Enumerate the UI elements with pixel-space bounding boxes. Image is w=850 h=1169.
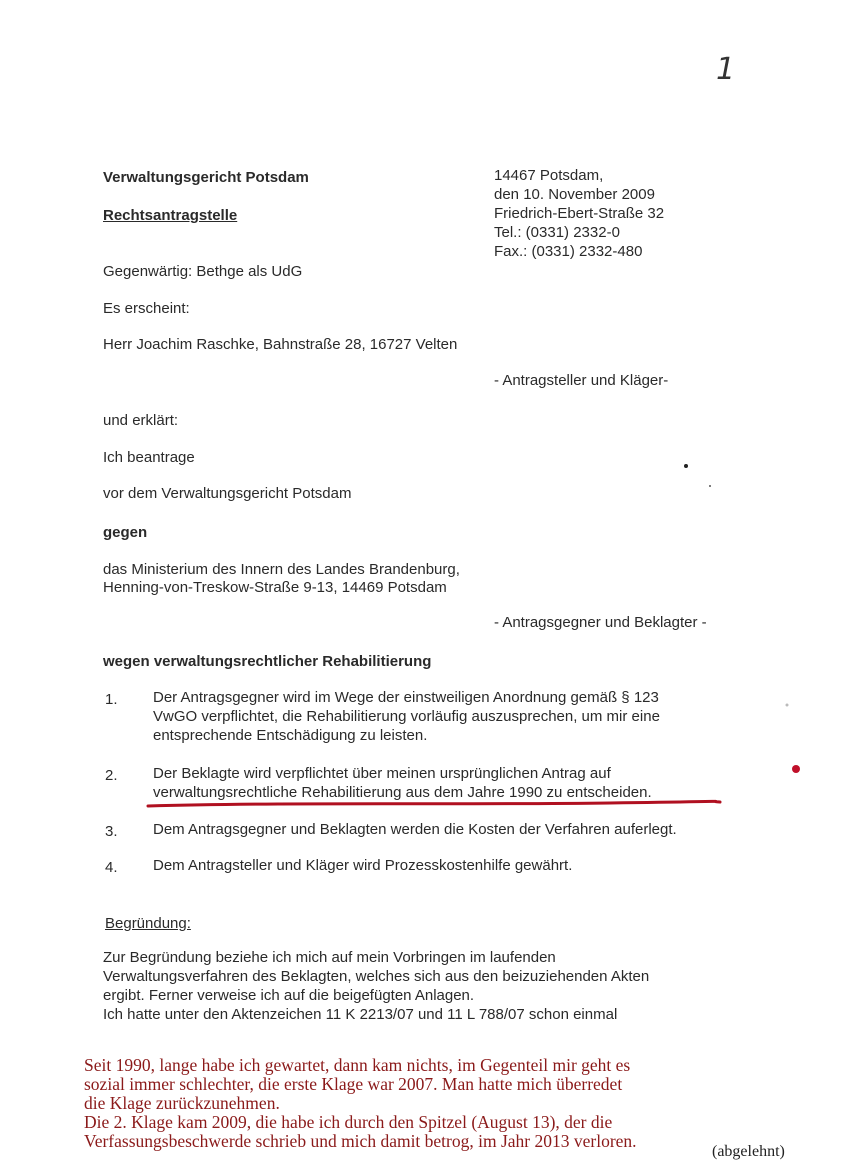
item-number: 2. — [105, 767, 118, 784]
address-city: 14467 Potsdam, — [494, 167, 604, 184]
address-phone: Tel.: (0331) 2332-0 — [494, 224, 620, 241]
item-line: Der Antragsgegner wird im Wege der einstweiligen Anordnung gemäß § 123 — [153, 689, 659, 706]
declares-line: und erklärt: — [103, 412, 179, 429]
item-line: VwGO verpflichtet, die Rehabilitierung vorläufig auszusprechen, um mir eine — [153, 708, 660, 725]
annotation-line: Die 2. Klage kam 2009, die habe ich durch den Spitzel (August 13), der die — [84, 1112, 613, 1132]
list-item — [153, 820, 677, 839]
subject-line: wegen verwaltungsrechtlicher Rehabilitierung — [103, 653, 432, 670]
court-office: Rechtsantragstelle — [103, 207, 238, 224]
reasoning-heading: Begründung: — [105, 915, 191, 932]
present-line: Gegenwärtig: Bethge als UdG — [103, 263, 303, 280]
red-underline-mark — [140, 796, 730, 814]
applicant-role: - Antragsteller und Kläger- — [494, 372, 669, 389]
list-item — [153, 856, 572, 875]
applicant-line: Herr Joachim Raschke, Bahnstraße 28, 16727 Velten — [103, 336, 458, 353]
annotation-line: Verfassungsbeschwerde schrieb und mich damit betrog, im Jahr 2013 verloren. — [84, 1131, 637, 1151]
address-block — [494, 166, 664, 261]
item-number: 4. — [105, 859, 118, 876]
annotation-line: die Klage zurückzunehmen. — [84, 1093, 280, 1113]
item-line: entsprechende Entschädigung zu leisten. — [153, 727, 428, 744]
list-item — [153, 688, 660, 745]
request-line: Ich beantrage — [103, 449, 195, 466]
annotation-line: sozial immer schlechter, die erste Klage war 2007. Man hatte mich überredet — [84, 1074, 623, 1094]
court-name: Verwaltungsgericht Potsdam — [103, 169, 309, 186]
item-line: Dem Antragsgegner und Beklagten werden die Kosten der Verfahren auferlegt. — [153, 821, 677, 838]
page-number: 1 — [716, 52, 736, 87]
annotation — [84, 1056, 637, 1151]
item-line: Der Beklagte wird verpflichtet über meinen ursprünglichen Antrag auf — [153, 765, 611, 782]
address-fax: Fax.: (0331) 2332-480 — [494, 243, 643, 260]
against-line: gegen — [103, 524, 148, 541]
before-court-line: vor dem Verwaltungsgericht Potsdam — [103, 485, 352, 502]
item-number: 1. — [105, 691, 118, 708]
annotation-suffix: (abgelehnt) — [712, 1143, 785, 1160]
defendant-line-1: das Ministerium des Innern des Landes Brandenburg, — [103, 561, 460, 578]
item-line: verwaltungsrechtliche Rehabilitierung aus dem Jahre 1990 zu entscheiden. — [153, 784, 652, 801]
annotation-line: Seit 1990, lange habe ich gewartet, dann kam nichts, im Gegenteil mir geht es — [84, 1055, 631, 1075]
address-street: Friedrich-Ebert-Straße 32 — [494, 205, 665, 222]
reasoning-line: Ich hatte unter den Aktenzeichen 11 K 2213/07 und 11 L 788/07 schon einmal — [103, 1006, 618, 1023]
scan-dots — [680, 460, 820, 780]
reasoning-line: ergibt. Ferner verweise ich auf die beigefügten Anlagen. — [103, 987, 475, 1004]
reasoning-line: Zur Begründung beziehe ich mich auf mein Vorbringen im laufenden — [103, 949, 556, 966]
defendant-line-2: Henning-von-Treskow-Straße 9-13, 14469 Potsdam — [103, 579, 447, 596]
address-date: den 10. November 2009 — [494, 186, 655, 203]
item-line: Dem Antragsteller und Kläger wird Prozesskostenhilfe gewährt. — [153, 857, 573, 874]
reasoning-body — [103, 948, 649, 1024]
appears-line: Es erscheint: — [103, 300, 190, 317]
reasoning-line: Verwaltungsverfahren des Beklagten, welches sich aus den beizuziehenden Akten — [103, 968, 650, 985]
defendant-role: - Antragsgegner und Beklagter - — [494, 614, 707, 631]
item-number: 3. — [105, 823, 118, 840]
